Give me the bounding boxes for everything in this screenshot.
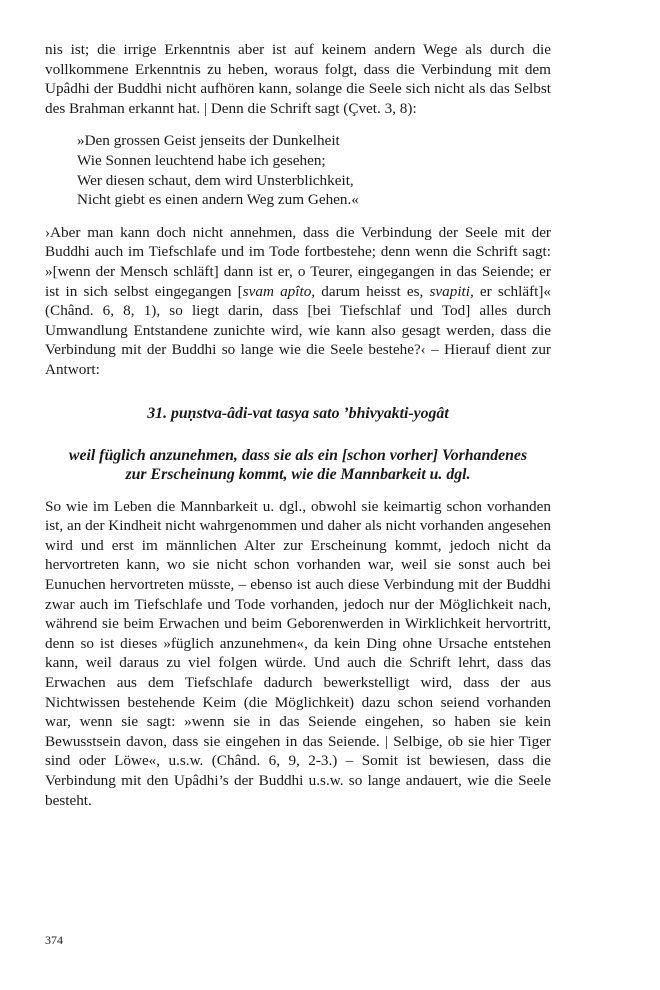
paragraph-3 xyxy=(45,497,551,811)
sutra-translation-line: zur Erscheinung kommt, wie die Mannbarkeit u. dgl. xyxy=(125,466,471,484)
document-page xyxy=(45,40,551,810)
paragraph-1 xyxy=(45,40,551,118)
verse-line: Wer diesen schaut, dem wird Unsterblichkeit, xyxy=(77,171,354,189)
text-segment: nis ist; die irrige Erkenntnis aber ist auf keinem andern Wege als durch die vollkommene Erkenntnis zu heben, woraus folgt, dass die Verbindung mit dem Upâdhi der Buddhi nicht aufhören kann, solange die Seele sich nicht als das Selbst des Brahman erkannt hat. | Denn die Schrift sagt (Çvet. 3, 8): xyxy=(45,41,551,117)
verse-line: »Den grossen Geist jenseits der Dunkelheit xyxy=(77,132,340,150)
sutra-translation-line: weil füglich anzunehmen, dass sie als ein [schon vorher] Vorhandenes xyxy=(68,446,528,464)
verse-line: Wie Sonnen leuchtend habe ich gesehen; xyxy=(77,151,326,169)
text-segment: ›Aber man kann doch nicht annehmen, dass die Verbindung der Seele mit der Buddhi auch im Tiefschlafe und im Tode fortbestehe; denn wenn die Schrift sagt: »[wenn der Mensch schläft] dann ist er, o Teurer, eingegangen in das Seiende; er ist in sich selbst eingegangen [ xyxy=(45,223,551,300)
paragraph-2 xyxy=(45,223,551,380)
italic-term: svam apîto, xyxy=(242,282,316,300)
page-number: 374 xyxy=(45,933,63,947)
sutra-title: 31. puṇstva-âdi-vat tasya sato ’bhivyakti-yogât xyxy=(147,404,449,422)
text-segment: er schläft]« (Chând. 6, 8, 1), so liegt darin, dass [bei Tiefschlaf und Tod] alles durch Umwandlung Entstandene zunichte wird, wie kann also gesagt werden, dass die Verbindung mit der Buddhi so lange wie die Seele bestehe?‹ – Hierauf dient zur Antwort: xyxy=(45,282,552,378)
italic-term: svapiti, xyxy=(429,282,474,300)
text-segment: darum heisst es, xyxy=(315,282,430,300)
verse-line: Nicht giebt es einen andern Weg zum Gehen.« xyxy=(77,191,359,209)
sutra-translation xyxy=(45,446,551,485)
verse-quote xyxy=(77,131,551,209)
text-segment: So wie im Leben die Mannbarkeit u. dgl., obwohl sie keimartig schon vorhanden ist, an der Kindheit nicht wahrgenommen und daher als nicht vorhanden angesehen wird und erst im männlichen Alter zur Erscheinung kommt, jedoch nicht da hervortreten kann, wo sie nicht schon vorhanden war, weil sie sonst auch bei Eunuchen hervortreten müsste, – ebenso ist auch diese Verbindung mit der Buddhi zwar auch im Tiefschlafe und Tode vorhanden, jedoch nur der Möglichkeit nach, während sie beim Erwachen und beim Geborenwerden in Wirklichkeit hervortritt, denn so ist dieses »füglich anzunehmen«, da kein Ding ohne Ursache entstehen kann, weil daraus zu viel folgen würde. Und auch die Schrift lehrt, dass das Erwachen aus dem Tiefschlafe dadurch bewerkstelligt wird, dass der aus Nichtwissen bestehende Keim (die Möglichkeit) dazu schon seiend vorhanden war, wenn sie sagt: »wenn sie in das Seiende eingehen, so haben sie kein Bewusstsein davon, dass sie eingehen in das Seiende. | Selbige, ob sie hier Tiger sind oder Löwe«, u.s.w. (Chând. 6, 9, 2-3.) – Somit ist bewiesen, dass die Verbindung mit den Upâdhi’s der Buddhi u.s.w. so lange andauert, wie die Seele besteht. xyxy=(45,497,551,809)
